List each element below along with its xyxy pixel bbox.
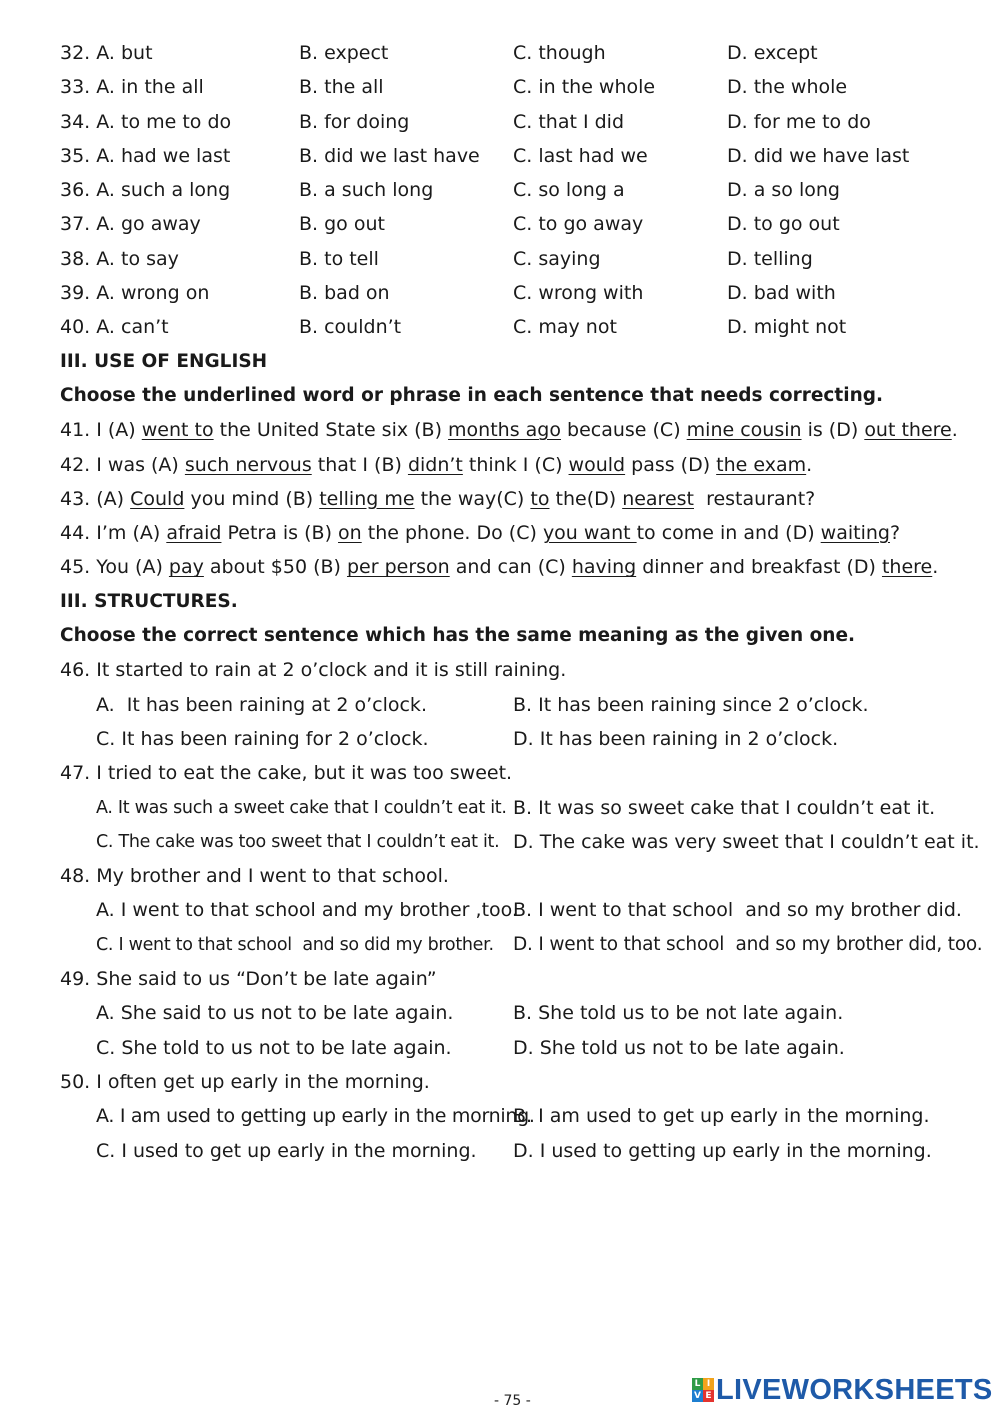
underlined-b: on	[338, 522, 362, 545]
option-a: 39. A. wrong on	[60, 282, 210, 305]
question-49: 49. She said to us “Don’t be late again”	[60, 968, 437, 991]
options-row	[60, 996, 970, 1030]
option-c: C. The cake was too sweet that I couldn’t eat it.	[96, 831, 500, 852]
section-heading-structures: III. STRUCTURES.	[60, 590, 238, 612]
option-c: C. that I did	[513, 110, 625, 133]
option-b: B. couldn’t	[299, 316, 402, 339]
text: 42. I was (A)	[60, 453, 185, 476]
question-48: 48. My brother and I went to that school.	[60, 865, 449, 888]
options-row	[60, 688, 970, 722]
text: is (D)	[801, 419, 865, 442]
options-row	[60, 1134, 970, 1168]
text: the United State six (B)	[213, 419, 449, 442]
option-c: C. It has been raining for 2 o’clock.	[96, 727, 429, 750]
underlined-c: having	[571, 556, 637, 579]
options-row	[60, 722, 970, 756]
option-b: B. I went to that school and so my brother did.	[513, 899, 962, 922]
question-41	[60, 413, 970, 447]
underlined-b: months ago	[448, 419, 561, 442]
section-instruction-error-correction: Choose the underlined word or phrase in each sentence that needs correcting.	[60, 384, 884, 406]
option-c: C. in the whole	[513, 76, 656, 99]
section-heading-use-of-english: III. USE OF ENGLISH	[60, 350, 268, 372]
option-b: B. go out	[299, 213, 385, 236]
underlined-d: there	[881, 556, 933, 579]
underlined-b: per person	[346, 556, 450, 579]
section-instruction-structures: Choose the correct sentence which has the same meaning as the given one.	[60, 625, 856, 647]
option-c: C. I used to get up early in the morning.	[96, 1139, 477, 1162]
underlined-a: went to	[141, 419, 214, 442]
option-d: D. I went to that school and so my brother did, too.	[513, 933, 983, 955]
mc-row-39	[60, 276, 970, 310]
option-d: D. for me to do	[727, 110, 871, 133]
option-b: B. to tell	[299, 247, 379, 270]
mc-row-40	[60, 310, 970, 344]
underlined-d: the exam	[716, 453, 807, 476]
option-a: 36. A. such a long	[60, 179, 231, 202]
text: ?	[889, 522, 901, 545]
option-b: B. It was so sweet cake that I couldn’t eat it.	[513, 796, 936, 819]
options-row	[60, 893, 970, 927]
option-b: B. the all	[299, 76, 384, 99]
mc-row-33	[60, 70, 970, 104]
option-c: C. She told to us not to be late again.	[96, 1036, 452, 1059]
liveworksheets-logo-icon	[692, 1378, 714, 1402]
text: .	[932, 556, 939, 579]
underlined-c: you want	[542, 522, 637, 545]
option-a: A. She said to us not to be late again.	[96, 1002, 454, 1025]
options-row	[60, 825, 980, 859]
option-c: C. saying	[513, 247, 601, 270]
option-d: D. the whole	[727, 76, 848, 99]
option-a: 37. A. go away	[60, 213, 201, 236]
text: pass (D)	[625, 453, 717, 476]
option-d: D. bad with	[727, 282, 836, 305]
underlined-a: pay	[168, 556, 204, 579]
text: the way(C)	[414, 487, 531, 510]
option-d: D. to go out	[727, 213, 840, 236]
option-b: B. She told us to be not late again.	[513, 1002, 844, 1025]
text: Petra is (B)	[221, 522, 339, 545]
option-a: A. I am used to getting up early in the morning.	[96, 1105, 535, 1128]
option-c: C. may not	[513, 316, 617, 339]
text: the phone. Do (C)	[361, 522, 543, 545]
options-row	[60, 1099, 970, 1133]
option-d: D. It has been raining in 2 o’clock.	[513, 727, 839, 750]
text: .	[951, 419, 958, 442]
option-c: C. last had we	[513, 144, 648, 167]
text: the(D)	[549, 487, 623, 510]
option-b: B. I am used to get up early in the morning.	[513, 1105, 930, 1128]
question-50: 50. I often get up early in the morning.	[60, 1070, 430, 1093]
question-47: 47. I tried to eat the cake, but it was too sweet.	[60, 762, 513, 785]
logo-letter-i: I	[703, 1378, 714, 1390]
mc-row-32	[60, 36, 970, 70]
option-a: A. It was such a sweet cake that I couldn’t eat it.	[96, 797, 507, 818]
option-c: C. wrong with	[513, 282, 644, 305]
option-b: B. It has been raining since 2 o’clock.	[513, 693, 869, 716]
mc-row-35	[60, 139, 970, 173]
underlined-c: would	[568, 453, 626, 476]
option-a: A. It has been raining at 2 o’clock.	[96, 693, 427, 716]
text: that I (B)	[311, 453, 408, 476]
question-45	[60, 550, 970, 584]
option-b: B. for doing	[299, 110, 410, 133]
liveworksheets-logo[interactable]	[692, 1373, 993, 1406]
option-b: B. bad on	[299, 282, 390, 305]
option-a: 40. A. can’t	[60, 316, 169, 339]
text: 43. (A)	[60, 487, 131, 510]
options-row	[60, 1031, 970, 1065]
option-a: A. I went to that school and my brother ,too.	[96, 899, 518, 922]
option-a: 32. A. but	[60, 42, 153, 64]
logo-letter-e: E	[703, 1390, 714, 1402]
text: 44. I’m (A)	[60, 522, 167, 545]
question-46: 46. It started to rain at 2 o’clock and it is still raining.	[60, 659, 567, 682]
mc-row-34	[60, 105, 970, 139]
options-row	[60, 791, 970, 825]
option-c: C. I went to that school and so did my brother.	[96, 934, 494, 955]
option-d: D. might not	[727, 316, 847, 339]
option-c: C. though	[513, 42, 606, 64]
option-d: D. a so long	[727, 179, 840, 202]
option-d: D. The cake was very sweet that I couldn’t eat it.	[513, 830, 980, 853]
text: dinner and breakfast (D)	[636, 556, 882, 579]
option-a: 38. A. to say	[60, 247, 179, 270]
option-d: D. She told us not to be late again.	[513, 1036, 845, 1059]
option-d: D. except	[727, 42, 818, 64]
text: you mind (B)	[184, 487, 320, 510]
option-a: 33. A. in the all	[60, 76, 204, 99]
option-b: B. expect	[299, 42, 389, 64]
option-d: D. I used to getting up early in the morning.	[513, 1139, 932, 1162]
mc-row-38	[60, 242, 970, 276]
options-row	[60, 928, 983, 962]
text: think I (C)	[462, 453, 569, 476]
option-d: D. did we have last	[727, 144, 910, 167]
text: 41. I (A)	[60, 419, 142, 442]
text: to come in and (D)	[636, 522, 821, 545]
option-b: B. did we last have	[299, 144, 480, 167]
option-a: 35. A. had we last	[60, 144, 231, 167]
option-c: C. to go away	[513, 213, 644, 236]
underlined-c: mine cousin	[686, 419, 802, 442]
underlined-a: such nervous	[184, 453, 312, 476]
underlined-d: waiting	[820, 522, 890, 545]
underlined-d: nearest	[622, 487, 694, 510]
text: because (C)	[560, 419, 687, 442]
page-number: - 75 -	[494, 1393, 531, 1409]
logo-wordmark: LIVEWORKSHEETS	[716, 1373, 993, 1406]
underlined-b: telling me	[319, 487, 415, 510]
worksheet-page	[60, 36, 983, 1168]
text: .	[806, 453, 813, 476]
underlined-a: Could	[130, 487, 185, 510]
logo-letter-v: V	[692, 1390, 703, 1402]
option-d: D. telling	[727, 247, 813, 270]
logo-letter-l: L	[692, 1378, 703, 1390]
underlined-b: didn’t	[407, 453, 463, 476]
option-a: 34. A. to me to do	[60, 110, 232, 133]
text: about $50 (B)	[203, 556, 347, 579]
mc-block	[60, 36, 970, 345]
option-c: C. so long a	[513, 179, 625, 202]
underlined-a: afraid	[166, 522, 222, 545]
mc-row-36	[60, 173, 970, 207]
mc-row-37	[60, 207, 970, 241]
text: restaurant?	[694, 487, 816, 510]
underlined-c: to	[530, 487, 550, 510]
question-43	[60, 482, 970, 516]
option-b: B. a such long	[299, 179, 434, 202]
underlined-d: out there	[864, 419, 952, 442]
question-44	[60, 516, 970, 550]
question-42	[60, 448, 970, 482]
text: and can (C)	[449, 556, 572, 579]
text: 45. You (A)	[60, 556, 169, 579]
